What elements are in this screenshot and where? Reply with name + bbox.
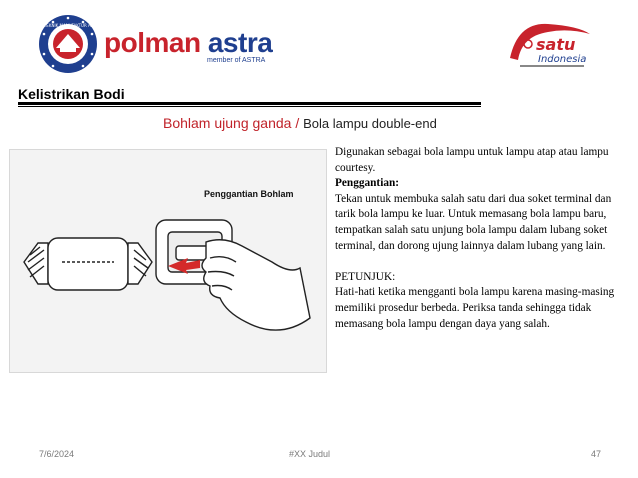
subtitle-english: Bola lampu double-end (303, 116, 437, 131)
bulb-illustration (9, 149, 327, 373)
slide-subtitle (163, 115, 437, 131)
heading-penggantian: Penggantian: (335, 177, 400, 190)
paragraph-petunjuk: Hati-hati ketika mengganti bola lampu karena masing-masing memiliki prosedur berbeda. Periksa tanda sehingga tidak memasang bola lampu dengan daya yang salah. (335, 286, 615, 330)
section-title: Kelistrikan Bodi (18, 86, 125, 102)
double-end-bulb-icon (24, 238, 152, 290)
brand-subtitle: member of ASTRA (207, 57, 266, 64)
figure-label: Penggantian Bohlam (204, 189, 294, 199)
brand-polman: polman (104, 27, 201, 58)
seal-text: POLITEKNIK MANUFAKTUR ASTRA (38, 23, 98, 28)
heading-petunjuk: PETUNJUK: (335, 270, 396, 283)
brand-astra: astra (207, 27, 273, 58)
page-number: 47 (591, 449, 602, 459)
svg-text:satu: satu (536, 35, 576, 54)
paragraph-penggantian: Tekan untuk membuka salah satu dari dua soket terminal dan tarik bola lampu ke luar. Untuk memasang bola lampu baru, tempatkan salah satu unjung bola lampu dalam lubang soket terminal, dan dorong ujung lainnya dalam lubang yang lain. (335, 192, 612, 252)
polman-seal-logo (38, 14, 98, 74)
footer-date: 7/6/2024 (39, 449, 75, 459)
brand-wordmark (104, 28, 272, 58)
subtitle-main: Bohlam ujung ganda / (163, 115, 304, 131)
footer-title: #XX Judul (289, 449, 331, 459)
svg-text:Indonesia: Indonesia (538, 54, 587, 65)
title-rule-thin (18, 106, 481, 107)
satu-indonesia-logo (508, 18, 592, 72)
hand-icon (202, 240, 310, 330)
intro-text: Digunakan sebagai bola lampu untuk lampu atap atau lampu courtesy. (335, 146, 609, 174)
body-text (335, 145, 615, 332)
title-rule-thick (18, 102, 481, 105)
